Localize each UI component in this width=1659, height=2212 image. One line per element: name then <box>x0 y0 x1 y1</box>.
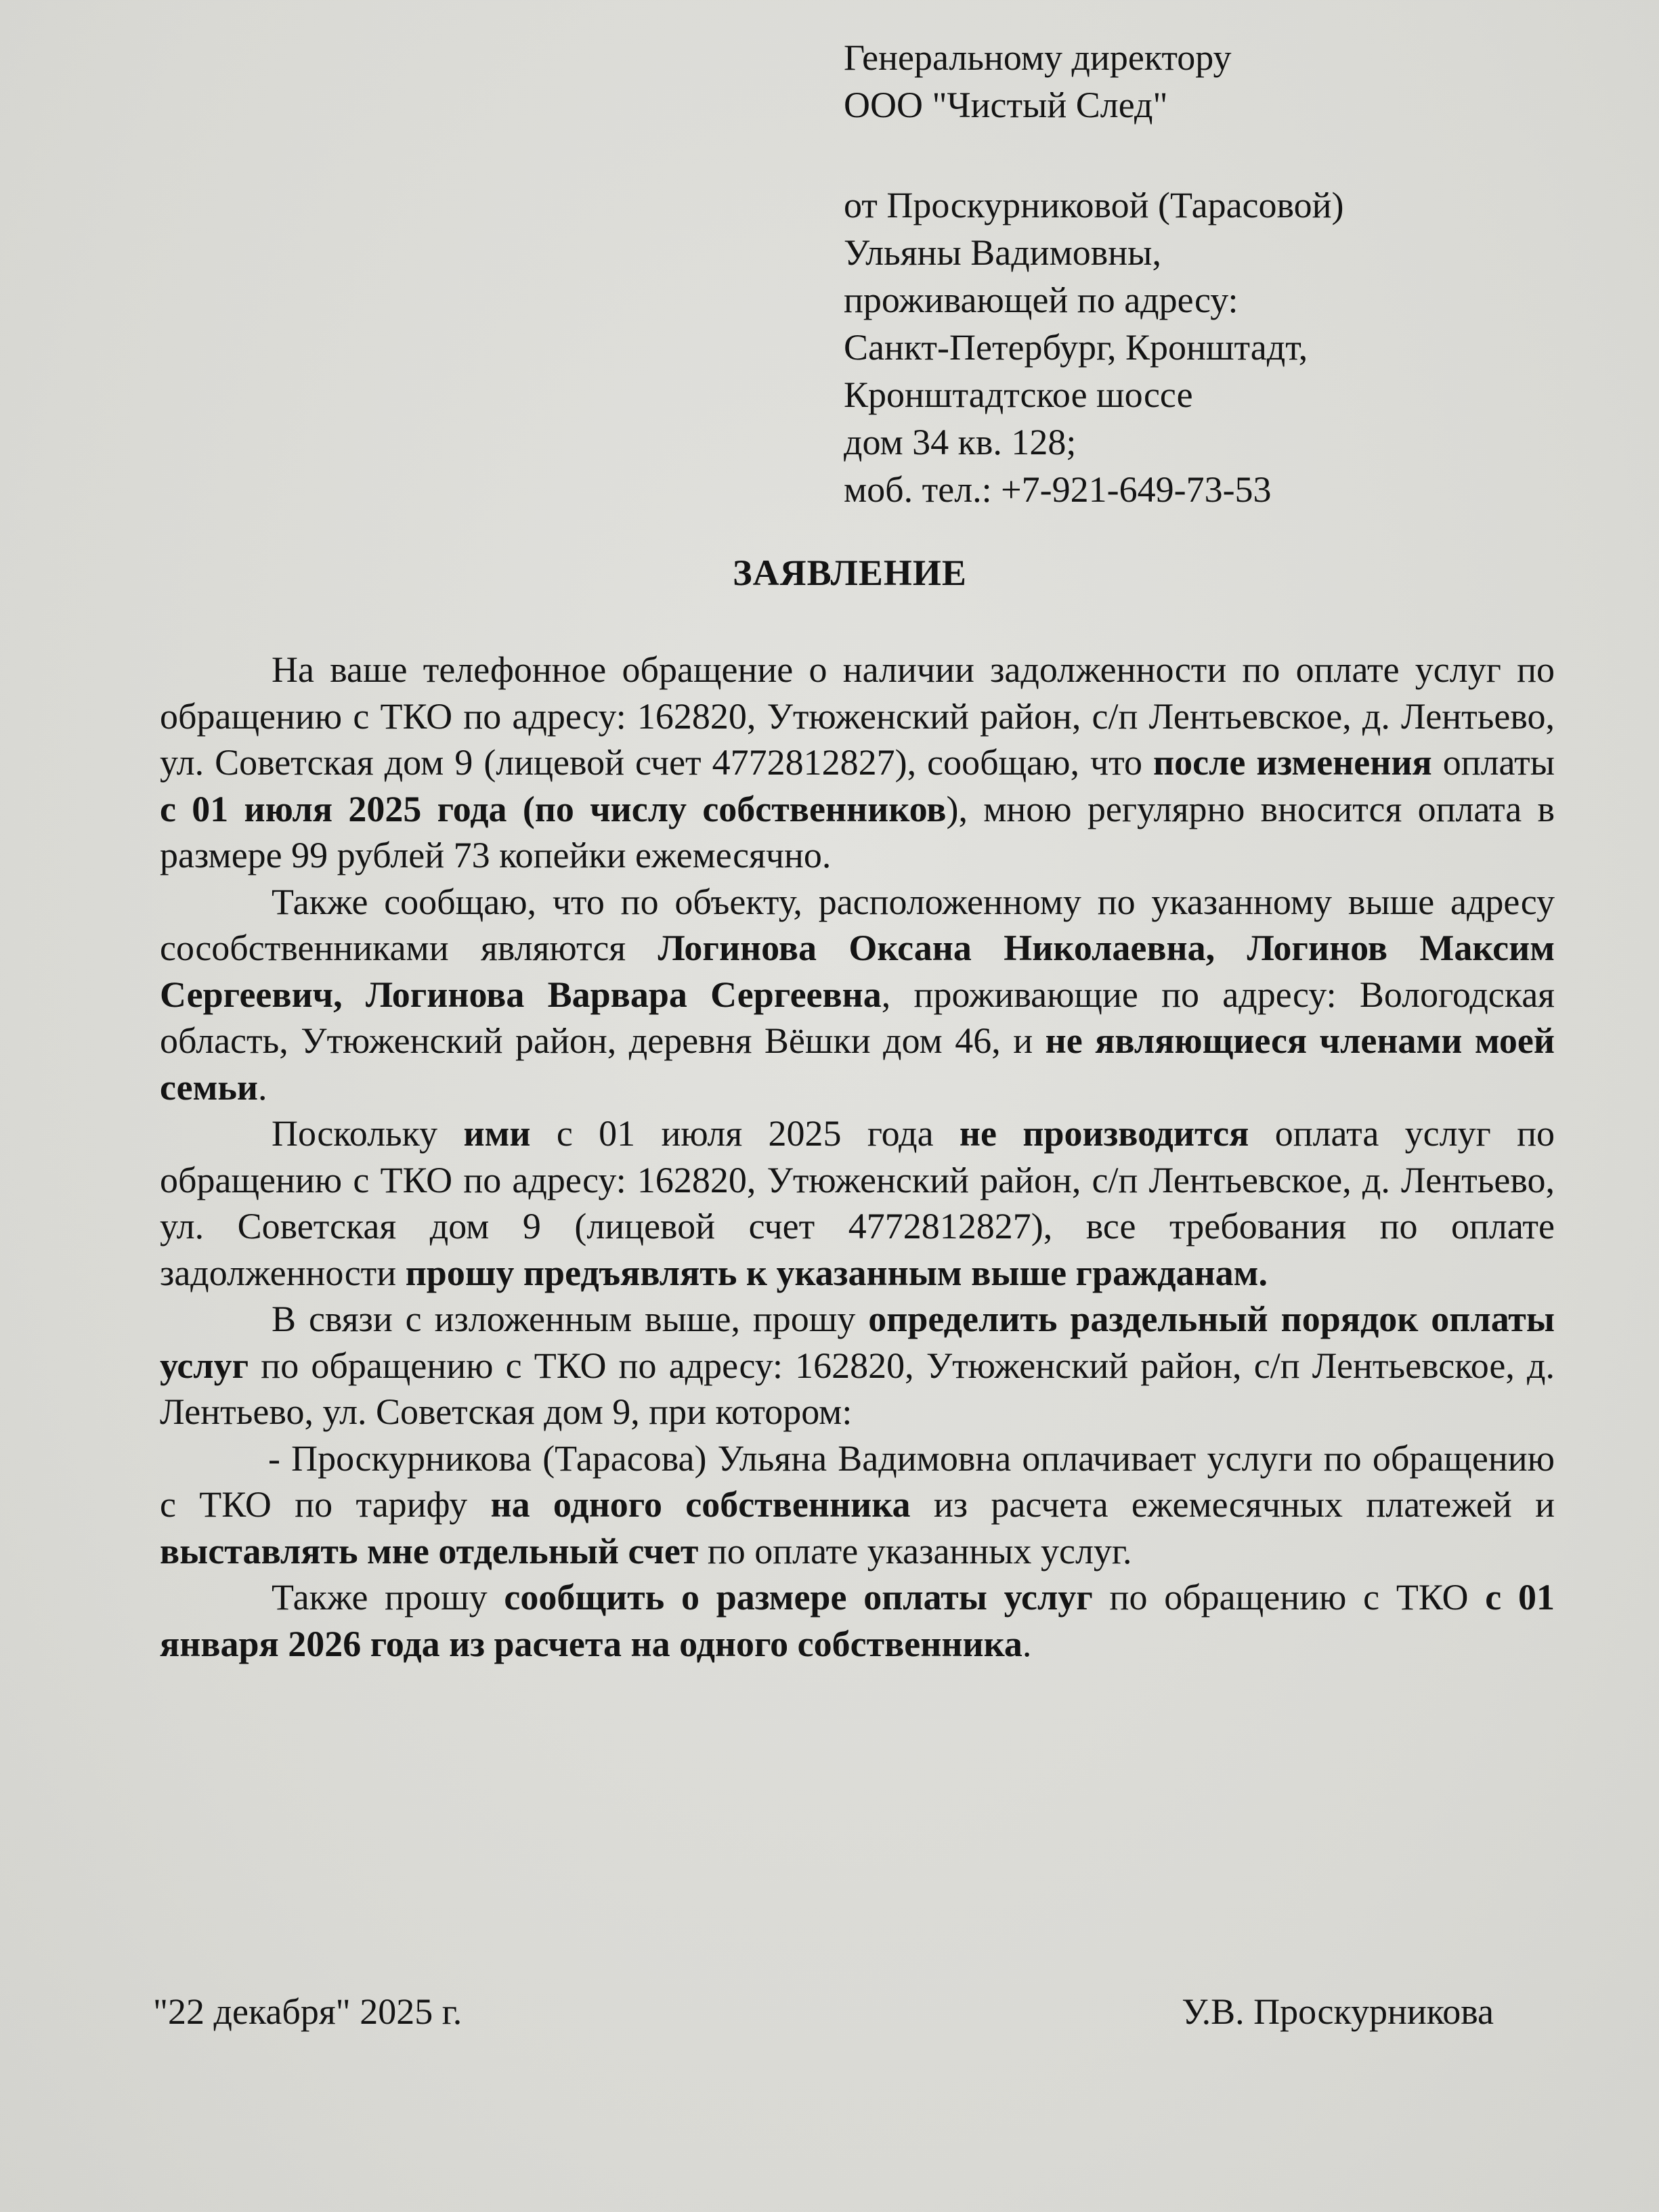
document-title: ЗАЯВЛЕНИЕ <box>733 552 967 593</box>
document-date: "22 декабря" 2025 г. <box>153 1991 462 2032</box>
sender-address-street: Кронштадтское шоссе <box>844 374 1193 415</box>
signature-row <box>153 1991 1494 2033</box>
paragraph-4: В связи с изложенным выше, прошу определить раздельный порядок оплаты услуг по обращению с ТКО по адресу: 162820, Утюженский район, с/п Лентьевское, д. Лентьево, ул. Советская дом 9, при котором: <box>160 1299 1555 1432</box>
paragraph-1: На ваше телефонное обращение о наличии задолженности по оплате услуг по обращению с ТКО по адресу: 162820, Утюженский район, с/п Лентьевское, д. Лентьево, ул. Советская дом 9 (лицевой счет 4772812827), сообщаю, что после изменения оплаты с 01 июля 2025 года (по числу собственников), мною регулярно вносится оплата в размере 99 рублей 73 копейки ежемесячно. <box>160 649 1555 875</box>
sender-name-cont: Ульяны Вадимовны, <box>844 232 1161 273</box>
document-body <box>160 647 1555 1667</box>
paragraph-3: Поскольку ими с 01 июля 2025 года не производится оплата услуг по обращению с ТКО по адресу: 162820, Утюженский район, с/п Лентьевское, д. Лентьево, ул. Советская дом 9 (лицевой счет 4772812827), все требования по оплате задолженности прошу предъявлять к указанным выше гражданам. <box>160 1113 1555 1293</box>
sender-address-label: проживающей по адресу: <box>844 280 1238 320</box>
recipient-company: ООО "Чистый След" <box>844 85 1168 125</box>
recipient-title: Генеральному директору <box>844 37 1232 78</box>
sender-address-house: дом 34 кв. 128; <box>844 422 1077 462</box>
sender-address-city: Санкт-Петербург, Кронштадт, <box>844 327 1308 368</box>
addressee-block <box>844 34 1344 513</box>
paragraph-5-list-item: - Проскурникова (Тарасова) Ульяна Вадимовна оплачивает услуги по обращению с ТКО по тарифу на одного собственника из расчета ежемесячных платежей и выставлять мне отдельный счет по оплате указанных услуг. <box>160 1437 1555 1571</box>
sender-phone: моб. тел.: +7-921-649-73-53 <box>844 469 1272 510</box>
paragraph-6: Также прошу сообщить о размере оплаты услуг по обращению с ТКО с 01 января 2026 года из расчета на одного собственника. <box>160 1577 1555 1664</box>
sender-name: от Проскурниковой (Тарасовой) <box>844 185 1344 225</box>
paragraph-2: Также сообщаю, что по объекту, расположенному по указанному выше адресу сособственниками являются Логинова Оксана Николаевна, Логинов Максим Сергеевич, Логинова Варвара Сергеевна, проживающие по адресу: Вологодская область, Утюженский район, деревня Вёшки дом 46, и не являющиеся членами моей семьи. <box>160 881 1555 1108</box>
signature-name: У.В. Проскурникова <box>1182 1991 1494 2032</box>
